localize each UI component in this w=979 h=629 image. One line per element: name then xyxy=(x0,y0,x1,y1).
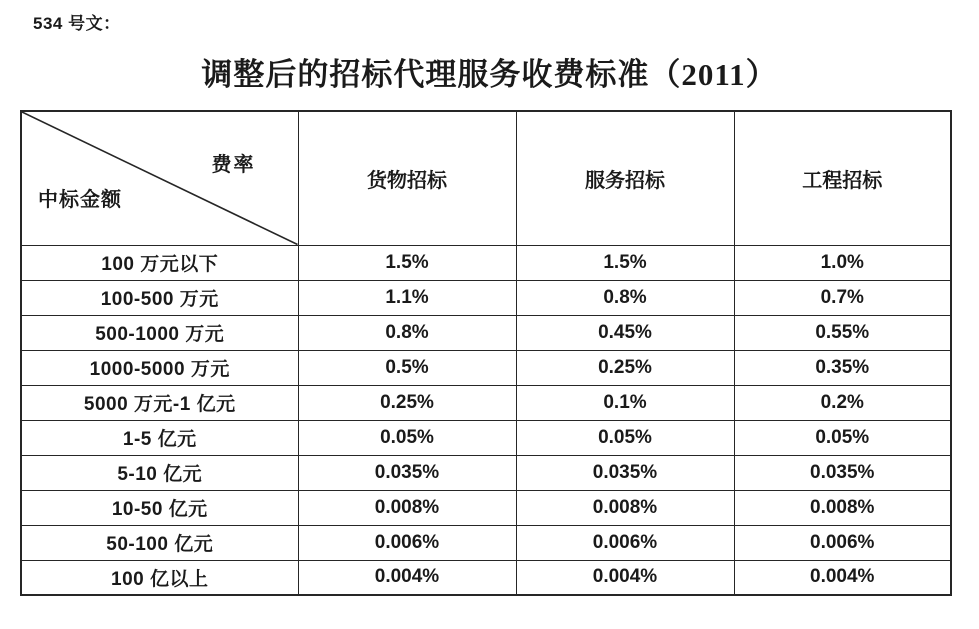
fee-value-goods: 0.8% xyxy=(298,315,516,350)
row-label: 10-50 亿元 xyxy=(21,490,298,525)
fee-value-goods: 0.035% xyxy=(298,455,516,490)
fee-value-engineering: 0.004% xyxy=(734,560,951,595)
row-label: 100 亿以上 xyxy=(21,560,298,595)
row-label: 1000-5000 万元 xyxy=(21,350,298,385)
fee-value-goods: 0.05% xyxy=(298,420,516,455)
table-row xyxy=(21,280,951,315)
fee-value-goods: 0.004% xyxy=(298,560,516,595)
doc-number: 534 号文： xyxy=(33,14,121,33)
row-label: 50-100 亿元 xyxy=(21,525,298,560)
column-header-engineering-bidding: 工程招标 xyxy=(734,111,951,245)
fee-value-service: 0.006% xyxy=(516,525,734,560)
page-title: 调整后的招标代理服务收费标准（2011） xyxy=(201,57,778,92)
fee-value-engineering: 0.35% xyxy=(734,350,951,385)
fee-value-engineering: 0.035% xyxy=(734,455,951,490)
table-row xyxy=(21,490,951,525)
corner-label-fee-rate: 费率 xyxy=(211,154,256,176)
table-row xyxy=(21,385,951,420)
fee-value-service: 0.035% xyxy=(516,455,734,490)
table-row xyxy=(21,560,951,595)
diagonal-divider-line xyxy=(22,112,298,245)
fee-value-service: 0.05% xyxy=(516,420,734,455)
corner-header-cell xyxy=(21,111,298,245)
corner-label-bid-amount: 中标金额 xyxy=(38,188,122,211)
fee-value-goods: 0.25% xyxy=(298,385,516,420)
fee-value-engineering: 0.006% xyxy=(734,525,951,560)
fee-value-engineering: 0.008% xyxy=(734,490,951,525)
table-row xyxy=(21,350,951,385)
column-header-goods-bidding: 货物招标 xyxy=(298,111,516,245)
fee-value-service: 0.1% xyxy=(516,385,734,420)
table-row xyxy=(21,245,951,280)
fee-value-goods: 0.5% xyxy=(298,350,516,385)
header-row xyxy=(21,111,951,245)
column-header-service-bidding: 服务招标 xyxy=(516,111,734,245)
fee-value-service: 0.8% xyxy=(516,280,734,315)
row-label: 500-1000 万元 xyxy=(21,315,298,350)
fee-value-service: 0.004% xyxy=(516,560,734,595)
fee-value-service: 0.008% xyxy=(516,490,734,525)
fee-value-engineering: 0.55% xyxy=(734,315,951,350)
fee-value-service: 1.5% xyxy=(516,245,734,280)
fee-rate-table xyxy=(20,110,952,596)
row-label: 1-5 亿元 xyxy=(21,420,298,455)
row-label: 100 万元以下 xyxy=(21,245,298,280)
fee-value-goods: 0.006% xyxy=(298,525,516,560)
fee-value-engineering: 0.7% xyxy=(734,280,951,315)
fee-value-engineering: 0.2% xyxy=(734,385,951,420)
fee-value-goods: 0.008% xyxy=(298,490,516,525)
row-label: 100-500 万元 xyxy=(21,280,298,315)
fee-value-goods: 1.1% xyxy=(298,280,516,315)
row-label: 5-10 亿元 xyxy=(21,455,298,490)
table-row xyxy=(21,525,951,560)
fee-value-engineering: 0.05% xyxy=(734,420,951,455)
fee-value-goods: 1.5% xyxy=(298,245,516,280)
fee-value-service: 0.45% xyxy=(516,315,734,350)
table-row xyxy=(21,315,951,350)
table-row xyxy=(21,455,951,490)
fee-value-service: 0.25% xyxy=(516,350,734,385)
table-row xyxy=(21,420,951,455)
fee-value-engineering: 1.0% xyxy=(734,245,951,280)
row-label: 5000 万元-1 亿元 xyxy=(21,385,298,420)
